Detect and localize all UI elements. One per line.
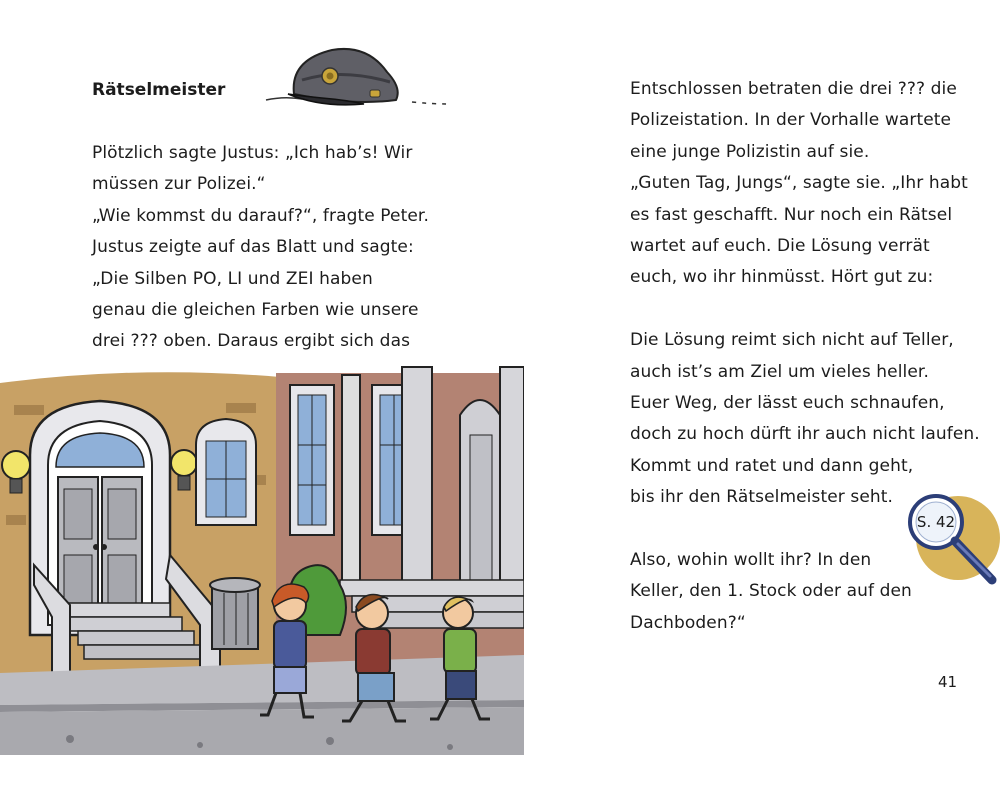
text-line: genau die gleichen Farben wie unsere xyxy=(92,300,419,321)
police-cap-icon xyxy=(262,42,452,110)
text-line: „Guten Tag, Jungs“, sagte sie. „Ihr habt xyxy=(630,173,968,194)
left-text-block xyxy=(92,138,452,389)
page-number: 41 xyxy=(938,673,958,691)
magnifier-icon xyxy=(900,488,1000,588)
paragraph-gap xyxy=(630,294,975,325)
text-line: drei ??? oben. Daraus ergibt sich das xyxy=(92,331,411,352)
riddle-line: Kommt und ratet und dann geht, xyxy=(630,455,914,476)
text-line: Plötzlich sagte Justus: „Ich hab’s! Wir xyxy=(92,143,413,163)
police-station-illustration xyxy=(0,355,524,755)
riddle-line: auch ist’s am Ziel um vieles heller. xyxy=(630,361,929,382)
riddle-line: Die Lösung reimt sich nicht auf Teller, xyxy=(630,330,954,351)
text-line: Dachboden?“ xyxy=(630,612,746,633)
text-line: Keller, den 1. Stock oder auf den xyxy=(630,581,912,602)
text-line: Entschlossen betraten die drei ??? die xyxy=(630,79,957,99)
riddle-line: Euer Weg, der lässt euch schnaufen, xyxy=(630,393,945,414)
text-line: euch, wo ihr hinmüsst. Hört gut zu: xyxy=(630,267,934,288)
text-line: Polizeistation. In der Vorhalle wartete xyxy=(630,110,952,131)
text-line: Also, wohin wollt ihr? In den xyxy=(630,550,872,571)
text-line: Justus zeigte auf das Blatt und sagte: xyxy=(92,237,414,258)
page-heading: Rätselmeister xyxy=(92,80,226,100)
riddle-line: doch zu hoch dürft ihr auch nicht laufen. xyxy=(630,424,980,445)
text-line: müssen zur Polizei.“ xyxy=(92,174,266,195)
hint-page-ref: S. 42 xyxy=(916,513,956,531)
text-line: wartet auf euch. Die Lösung verrät xyxy=(630,236,930,257)
text-line: es fast geschafft. Nur noch ein Rätsel xyxy=(630,204,953,225)
text-line: „Die Silben PO, LI und ZEI haben xyxy=(92,268,373,289)
riddle-line: bis ihr den Rätselmeister seht. xyxy=(630,487,894,508)
text-line: „Wie kommst du darauf?“, fragte Peter. xyxy=(92,205,429,226)
text-line: eine junge Polizistin auf sie. xyxy=(630,141,870,162)
